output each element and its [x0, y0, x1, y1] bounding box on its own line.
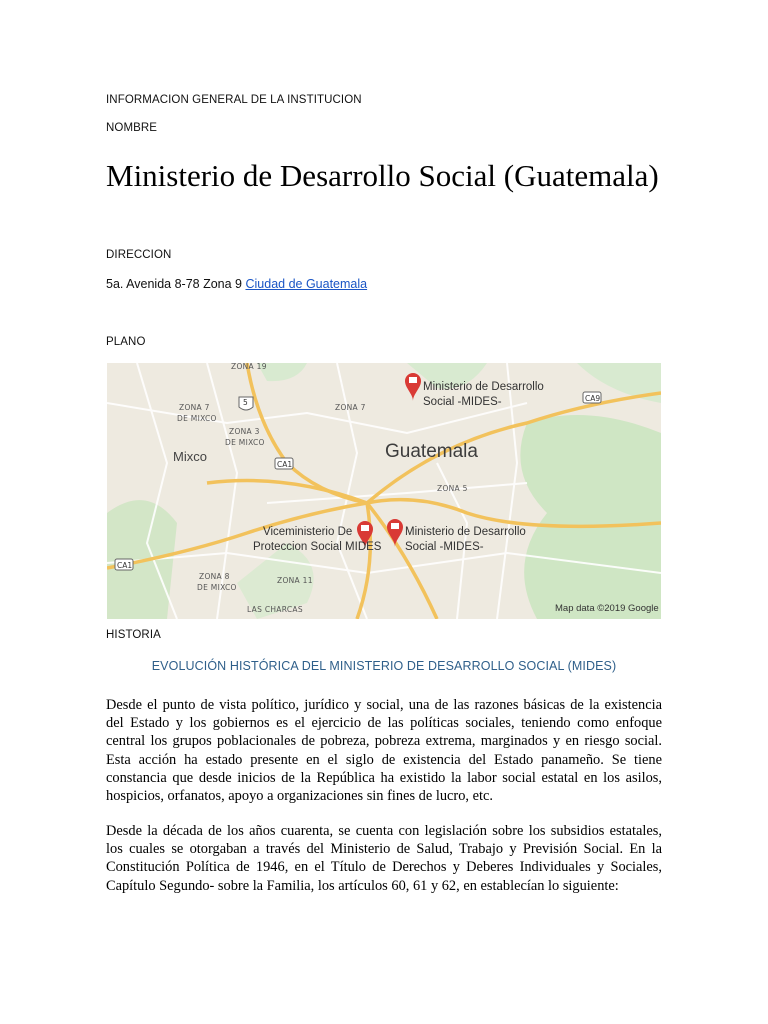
- city-link[interactable]: Ciudad de Guatemala: [245, 277, 368, 291]
- pin-label: Viceministerio De: [263, 526, 353, 538]
- zone-label: ZONA 5: [437, 484, 468, 493]
- paragraph-1: [106, 696, 662, 805]
- paragraph-line: constancia que desde inicios de la República ha existido la labor social estatal en los asilos,: [106, 769, 662, 786]
- address-street: 5a. Avenida 8-78 Zona 9: [106, 277, 242, 291]
- zone-label: ZONA 11: [277, 576, 313, 585]
- zone-label: ZONA 8: [199, 572, 230, 581]
- route-shield-ca9: CA9: [585, 394, 601, 403]
- paragraph-line: hospicios, orfanatos, apoyo a organizaciones sin fines de lucro, etc.: [106, 788, 493, 805]
- zone-label: DE MIXCO: [197, 583, 237, 592]
- paragraph-line: Desde el punto de vista político, jurídico y social, una de las razones básicas de la existencia: [106, 697, 662, 713]
- paragraph-line: los cuales se otorgaban a través del Ministerio de Salud, Trabajo y Previsión Social. En la: [106, 841, 662, 858]
- map-city-label: Guatemala: [385, 441, 478, 462]
- section-label-historia: HISTORIA: [106, 629, 161, 641]
- zone-label: ZONA 3: [229, 427, 260, 436]
- zone-label: DE MIXCO: [177, 414, 217, 423]
- route-shield-ca1: CA1: [277, 460, 293, 469]
- address-line: [106, 277, 367, 291]
- route-shield-ca1-west: CA1: [117, 561, 133, 570]
- pin-label: Proteccion Social MIDES: [253, 541, 382, 553]
- location-map[interactable]: [107, 363, 661, 619]
- map-attribution: Map data ©2019 Google: [555, 603, 659, 614]
- zone-label: ZONA 7: [179, 403, 210, 412]
- zone-label: LAS CHARCAS: [247, 605, 303, 614]
- map-mixco-label: Mixco: [173, 449, 207, 464]
- pin-label: Ministerio de Desarrollo: [405, 526, 526, 538]
- pin-label: Social -MIDES-: [423, 396, 502, 408]
- section-label-nombre: NOMBRE: [106, 122, 158, 134]
- paragraph-line: Desde la década de los años cuarenta, se cuenta con legislación sobre los subsidios estatales,: [106, 823, 662, 839]
- section-label-direccion: DIRECCION: [106, 249, 172, 261]
- paragraph-line: Esta acción ha estado presente en el siglo de existencia del Estado panameño. Se tiene: [106, 751, 662, 768]
- paragraph-2: [106, 822, 662, 895]
- pin-label: Social -MIDES-: [405, 541, 484, 553]
- paragraph-line: Capítulo Segundo- sobre la Familia, los artículos 60, 61 y 62, en establecían lo siguiente:: [106, 877, 619, 894]
- section-label-plano: PLANO: [106, 336, 146, 348]
- paragraph-line: Constitución Política de 1946, en el Título de Derechos y Deberes Individuales y Sociales,: [106, 859, 662, 876]
- section-heading: EVOLUCIÓN HISTÓRICA DEL MINISTERIO DE DESARROLLO SOCIAL (MIDES): [151, 659, 617, 673]
- zone-label: ZONA 19: [231, 363, 267, 371]
- paragraph-line: del Estado y los gobiernos es el ejercicio de las políticas sociales, teniendo como enfoque: [106, 715, 662, 732]
- route-shield-5: 5: [243, 398, 248, 407]
- paragraph-line: central los grupos poblacionales de pobreza, pobreza extrema, marginados y en riesgo social.: [106, 733, 662, 750]
- zone-label: DE MIXCO: [225, 438, 265, 447]
- section-label-info-general: INFORMACION GENERAL DE LA INSTITUCION: [106, 94, 362, 106]
- institution-name: Ministerio de Desarrollo Social (Guatemala): [106, 158, 659, 193]
- pin-label: Ministerio de Desarrollo: [423, 381, 544, 393]
- zone-label: ZONA 7: [335, 403, 366, 412]
